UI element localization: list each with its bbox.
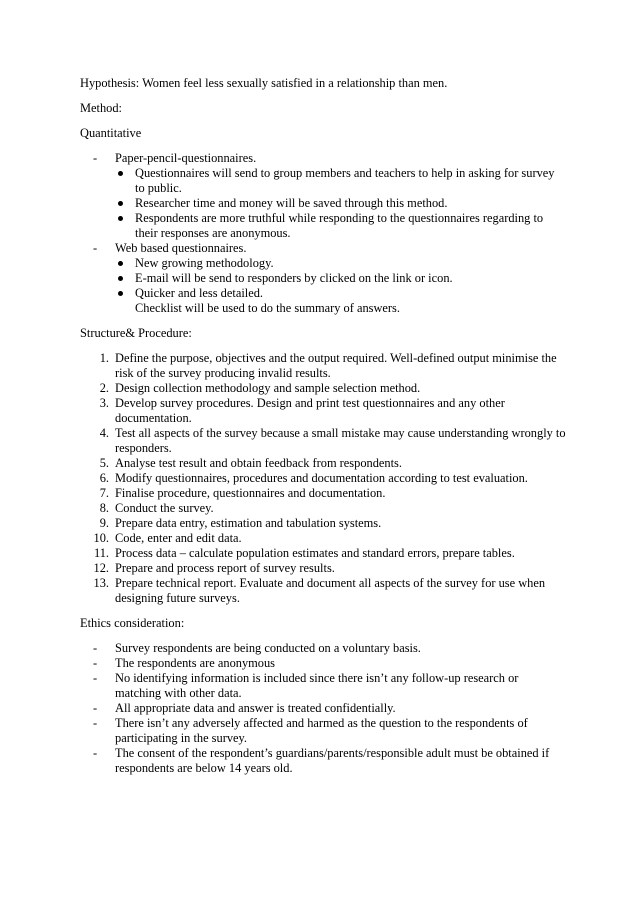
ethics-text: The respondents are anonymous [115,656,276,670]
list-item [115,271,566,286]
step-number: 11. [93,546,109,560]
step-text: Prepare and process report of survey results. [115,561,335,575]
step-number: 12. [93,561,109,575]
list-item [80,516,566,531]
dash-marker: - [93,701,98,715]
ethics-text: All appropriate data and answer is treated confidentially. [115,701,396,715]
dash-marker: - [93,671,98,685]
step-number: 9. [99,516,109,530]
step-text: Develop survey procedures. Design and print test questionnaires and any other documentation. [115,396,505,425]
list-item [80,641,566,656]
list-item [80,561,566,576]
step-number: 4. [99,426,109,440]
list-item [80,501,566,516]
document-page [80,76,566,786]
list-item [80,426,566,456]
bullet-dot-icon [118,171,123,176]
checklist-note: Checklist will be used to do the summary of answers. [135,301,400,315]
step-number: 3. [99,396,109,410]
dash-marker: - [93,716,98,730]
bullet-dot-icon [118,201,123,206]
list-item [80,656,566,671]
bullet-text: E-mail will be send to responders by clicked on the link or icon. [135,271,453,285]
method-heading: Method: [80,101,122,115]
list-item [115,256,566,271]
list-item [115,196,566,211]
bullet-dot-icon [118,291,123,296]
list-item [80,381,566,396]
list-item [115,166,566,196]
structure-heading: Structure& Procedure: [80,326,192,340]
step-number: 10. [93,531,109,545]
list-item [80,456,566,471]
bullet-list [115,166,566,241]
dash-marker: - [93,241,98,255]
step-number: 8. [99,501,109,515]
quantitative-item-web-based [80,241,566,316]
ethics-text: The consent of the respondent’s guardians/parents/responsible adult must be obtained if respondents are below 14 years old. [115,746,550,775]
bullet-list [115,256,566,301]
ethics-text: Survey respondents are being conducted on a voluntary basis. [115,641,421,655]
list-item [80,716,566,746]
ethics-text: No identifying information is included since there isn’t any follow-up research or matching with other data. [115,671,519,700]
list-item [80,471,566,486]
step-text: Analyse test result and obtain feedback from respondents. [115,456,402,470]
step-text: Modify questionnaires, procedures and documentation according to test evaluation. [115,471,528,485]
step-text: Prepare data entry, estimation and tabulation systems. [115,516,382,530]
list-item [115,286,566,301]
bullet-dot-icon [118,216,123,221]
step-number: 2. [99,381,109,395]
structure-steps-list [80,351,566,606]
bullet-dot-icon [118,276,123,281]
bullet-dot-icon [118,261,123,266]
ethics-list [80,641,566,776]
bullet-text: Respondents are more truthful while responding to the questionnaires regarding to their responses are anonymous. [135,211,544,240]
dash-marker: - [93,151,98,165]
step-text: Process data – calculate population estimates and standard errors, prepare tables. [115,546,515,560]
bullet-text: New growing methodology. [135,256,274,270]
quantitative-heading: Quantitative [80,126,142,140]
step-number: 1. [99,351,109,365]
bullet-text: Questionnaires will send to group members and teachers to help in asking for survey to public. [135,166,555,195]
dash-marker: - [93,746,98,760]
step-text: Define the purpose, objectives and the output required. Well-defined output minimise the risk of the survey producing invalid results. [115,351,557,380]
list-item [80,531,566,546]
bullet-text: Researcher time and money will be saved through this method. [135,196,448,210]
list-item [80,546,566,561]
dash-marker: - [93,641,98,655]
hypothesis-text: Hypothesis: Women feel less sexually satisfied in a relationship than men. [80,76,448,90]
quantitative-item-title: Web based questionnaires. [115,241,247,255]
list-item [80,701,566,716]
step-number: 6. [99,471,109,485]
ethics-text: There isn’t any adversely affected and harmed as the question to the respondents of participating in the survey. [115,716,528,745]
step-text: Design collection methodology and sample selection method. [115,381,421,395]
step-text: Code, enter and edit data. [115,531,242,545]
list-item [80,351,566,381]
quantitative-list [80,151,566,316]
ethics-heading: Ethics consideration: [80,616,185,630]
list-item [80,746,566,776]
step-number: 7. [99,486,109,500]
quantitative-item-title: Paper-pencil-questionnaires. [115,151,257,165]
step-text: Conduct the survey. [115,501,214,515]
list-item [80,396,566,426]
quantitative-item-paper-pencil [80,151,566,241]
list-item [80,576,566,606]
step-number: 5. [99,456,109,470]
step-number: 13. [93,576,109,590]
bullet-text: Quicker and less detailed. [135,286,263,300]
list-item [80,486,566,501]
step-text: Finalise procedure, questionnaires and documentation. [115,486,386,500]
list-item [80,671,566,701]
step-text: Prepare technical report. Evaluate and document all aspects of the survey for use when designing future surveys. [115,576,546,605]
list-item [115,211,566,241]
dash-marker: - [93,656,98,670]
step-text: Test all aspects of the survey because a small mistake may cause understanding wrongly to responders. [115,426,566,455]
